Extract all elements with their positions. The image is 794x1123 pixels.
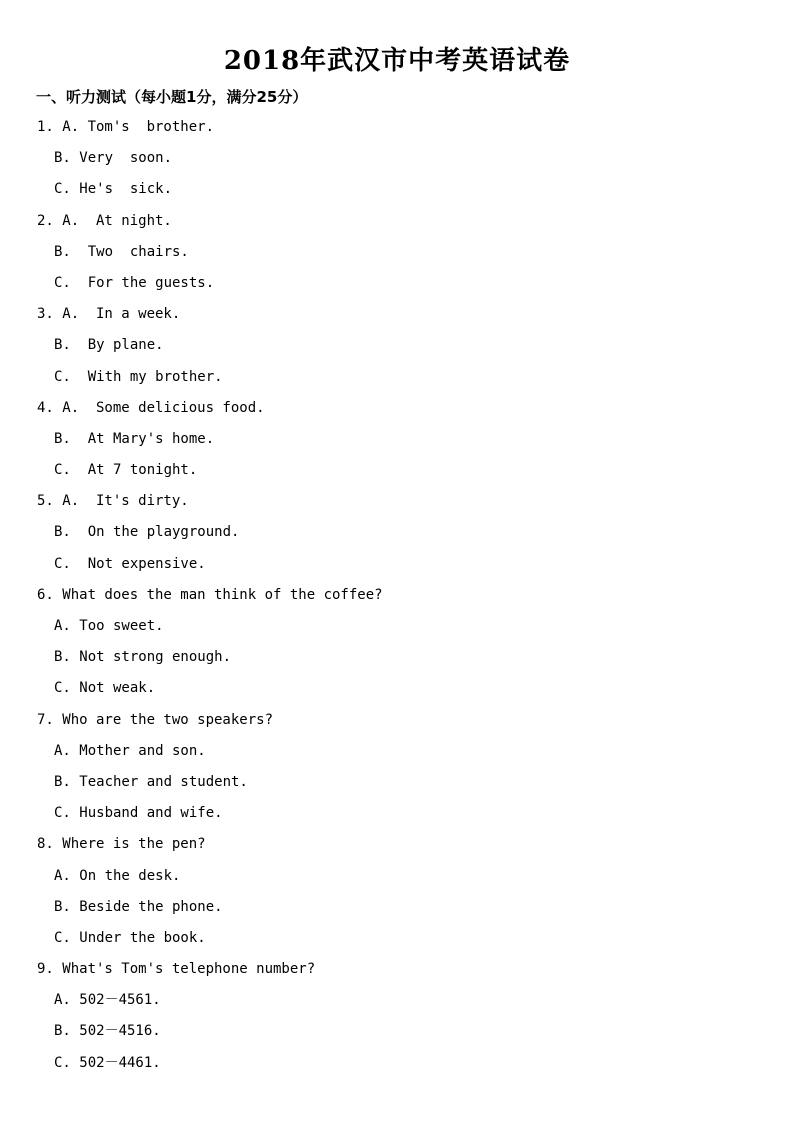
answer-option: A. Mother and son.: [54, 742, 206, 759]
question-stem: 1. A. Tom's brother.: [37, 119, 215, 135]
answer-option: A. On the desk.: [54, 867, 181, 884]
answer-option: A. 502－4561.: [54, 992, 161, 1009]
answer-option: B. Beside the phone.: [54, 898, 223, 915]
answer-option: C. At 7 tonight.: [54, 462, 198, 479]
answer-option: B. On the playground.: [54, 524, 240, 541]
answer-option: B. Not strong enough.: [54, 649, 232, 666]
answer-option: B. Very soon.: [54, 150, 173, 167]
answer-option: B. Teacher and student.: [54, 773, 248, 790]
answer-option: C. Husband and wife.: [54, 805, 223, 822]
question-stem: 6. What does the man think of the coffee?: [37, 586, 383, 603]
question-list: [0, 116, 794, 1083]
question-stem: 5. A. It's dirty.: [37, 493, 189, 510]
question-stem: 8. Where is the pen?: [37, 836, 206, 853]
answer-option: B. Two chairs.: [54, 243, 189, 260]
answer-option: B. By plane.: [54, 337, 164, 354]
answer-option: C. He's sick.: [54, 181, 173, 198]
answer-option: B. 502－4516.: [54, 1023, 161, 1040]
question-stem: 4. A. Some delicious food.: [37, 399, 265, 416]
answer-option: B. At Mary's home.: [54, 430, 215, 447]
answer-option: C. 502－4461.: [54, 1054, 161, 1071]
answer-option: C. For the guests.: [54, 274, 215, 291]
answer-option: C. Not expensive.: [54, 555, 206, 572]
question-stem: 3. A. In a week.: [37, 306, 181, 323]
question-stem: 7. Who are the two speakers?: [37, 711, 274, 728]
answer-option: C. Not weak.: [54, 680, 156, 697]
exam-title: 2018年武汉市中考英语试卷: [223, 46, 571, 76]
answer-option: C. Under the book.: [54, 929, 206, 946]
question-stem: 2. A. At night.: [37, 212, 172, 229]
question-stem: 9. What's Tom's telephone number?: [37, 961, 316, 978]
section-heading: 一、听力测试（每小题1分，满分25分）: [36, 88, 308, 106]
answer-option: C. With my brother.: [54, 368, 223, 385]
answer-option: A. Too sweet.: [54, 618, 164, 634]
